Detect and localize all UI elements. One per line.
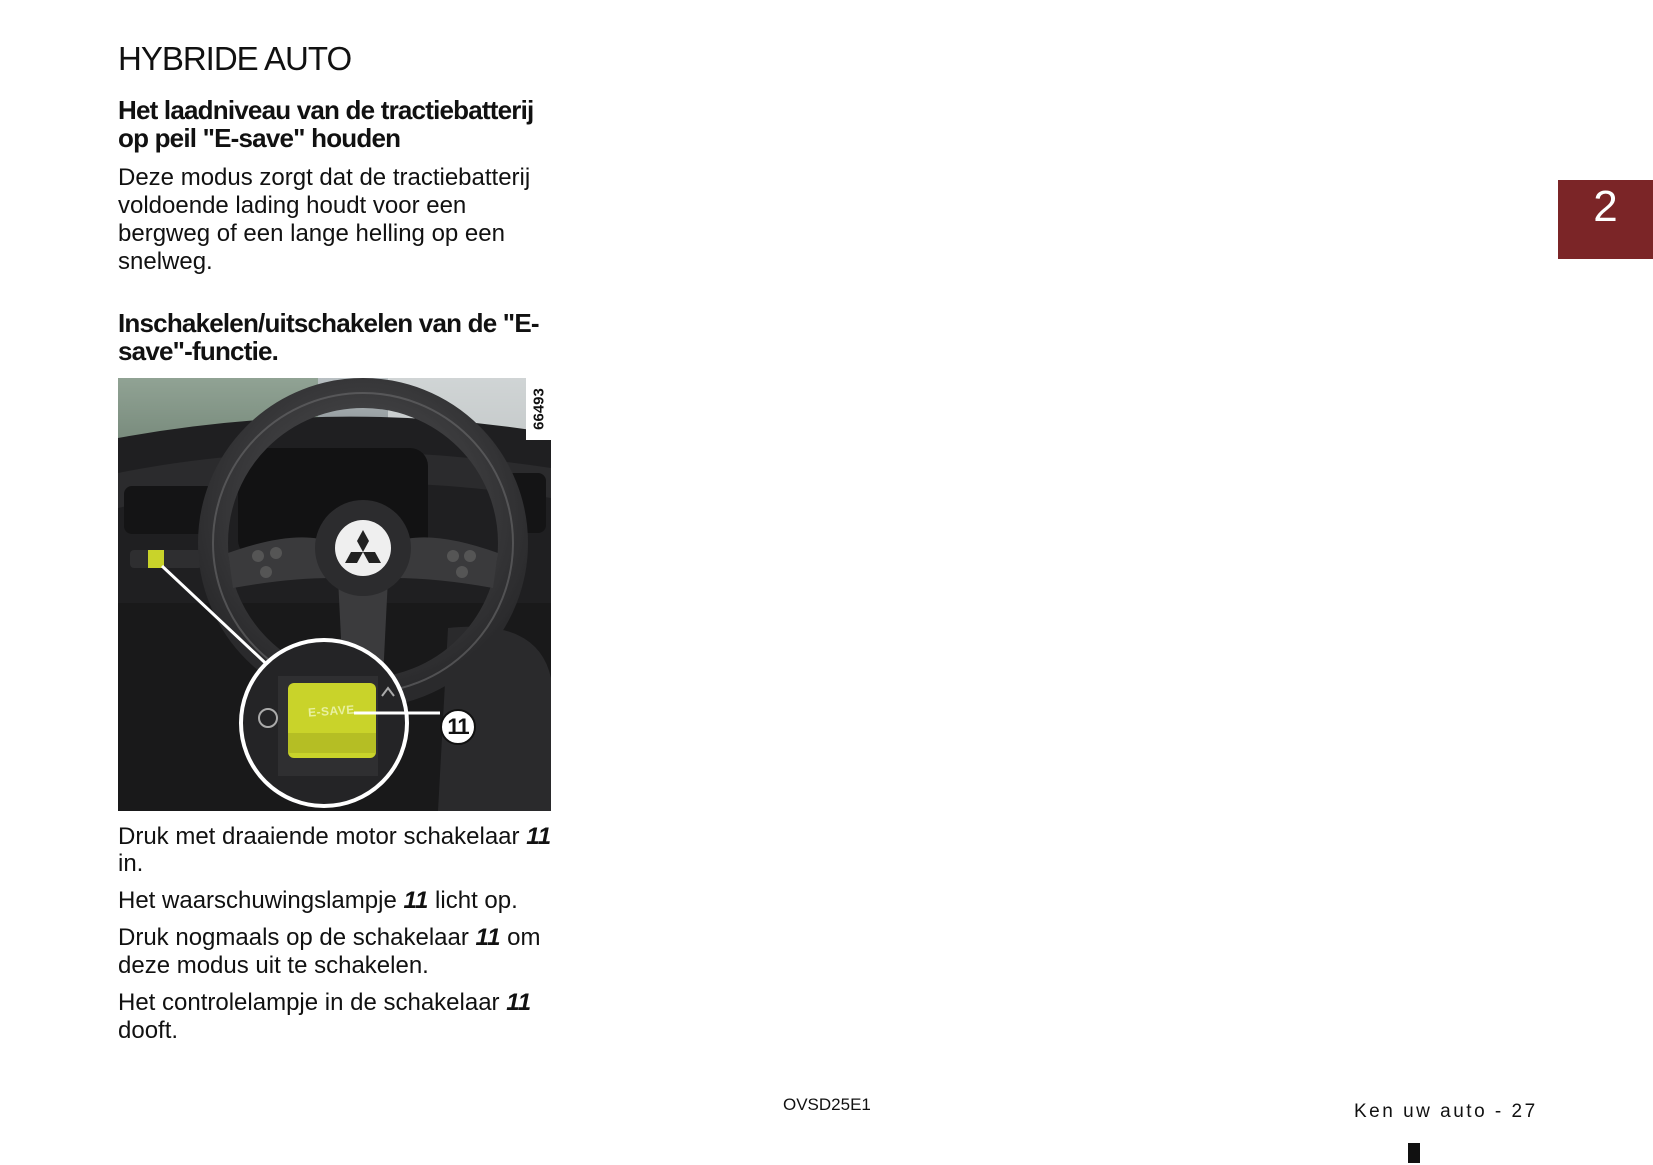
step-4: Het controlelampje in de schakelaar 11 dooft. <box>118 988 532 1044</box>
steering-wheel-figure <box>118 378 551 811</box>
chapter-tab: 2 <box>1558 180 1653 259</box>
esave-button-label: E-SAVE <box>307 701 356 720</box>
steering-wheel-illustration <box>118 378 551 811</box>
step-1-ref: 11 <box>526 822 552 850</box>
step-2: Het waarschuwingslampje 11 licht op. <box>118 887 518 915</box>
section-title: HYBRIDE AUTO <box>118 40 352 77</box>
step-3: Druk nogmaals op de schakelaar 11 om deze modus uit te schakelen. <box>118 924 541 979</box>
step-4-ref: 11 <box>506 988 532 1016</box>
document-code: OVSD25E1 <box>783 1095 871 1114</box>
intro-paragraph: Deze modus zorgt dat de tractiebatterij voldoende lading houdt voor een bergweg of een lange helling op een snelweg. <box>118 164 531 275</box>
toggle-heading: Inschakelen/uitschakelen van de "E-save"-functie. <box>118 308 539 367</box>
figure-callout: 11 <box>440 709 476 745</box>
step-3-ref: 11 <box>475 924 501 952</box>
step-2-ref: 11 <box>403 887 429 915</box>
main-column <box>118 40 558 1053</box>
figure-id: 66493 <box>530 387 547 430</box>
intro-heading: Het laadniveau van de tractiebatterij op peil "E-save" houden <box>118 94 534 154</box>
figure-id-box <box>526 378 551 440</box>
footer-mark <box>1408 1143 1420 1163</box>
page-footer: Ken uw auto - 27 <box>1354 1101 1538 1122</box>
step-1: Druk met draaiende motor schakelaar 11 in. <box>118 822 552 878</box>
